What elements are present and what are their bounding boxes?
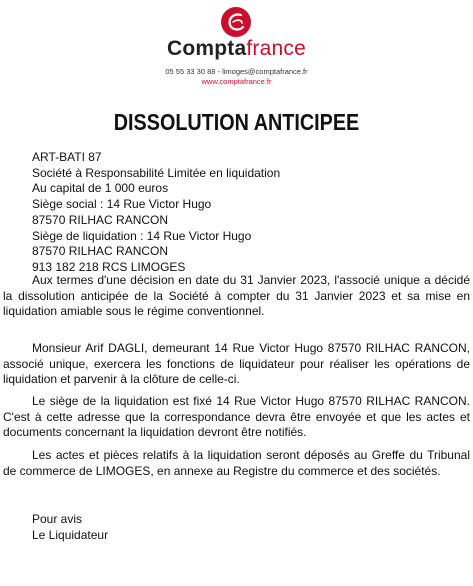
comptafrance-logo-icon bbox=[220, 6, 252, 38]
company-form: Société à Responsabilité Limitée en liquidation bbox=[32, 165, 281, 180]
paragraph-decision: Aux termes d'une décision en date du 31 Janvier 2023, l'associé unique a décidé la dissolution anticipée de la Société à compter du 31 Janvier 2023 et sa mise en liquidation amiable sous le régime conventionnel. bbox=[3, 273, 470, 319]
closing-signatory: Le Liquidateur bbox=[32, 527, 109, 542]
rcs-number: 913 182 218 RCS LIMOGES bbox=[32, 259, 186, 274]
liquidation-office: Siège de liquidation : 14 Rue Victor Hugo bbox=[32, 228, 252, 243]
paragraph-filing: Les actes et pièces relatifs à la liquidation seront déposés au Greffe du Tribunal de commerce de LIMOGES, en annexe au Registre du commerce et des sociétés. bbox=[3, 448, 470, 478]
liquidation-office-city: 87570 RILHAC RANCON bbox=[32, 244, 169, 259]
brand-name bbox=[0, 37, 473, 61]
contact-line: 05 55 33 30 88 - limoges@comptafrance.fr bbox=[165, 67, 308, 76]
company-details bbox=[32, 150, 280, 276]
website-link[interactable]: www.comptafrance.fr bbox=[201, 77, 272, 86]
brand-name-light: france bbox=[246, 37, 306, 60]
closing-for-notice: Pour avis bbox=[32, 512, 83, 526]
registered-office-city: 87570 RILHAC RANCON bbox=[32, 212, 169, 227]
signature-block bbox=[32, 512, 108, 543]
company-name: ART-BATI 87 bbox=[32, 150, 102, 164]
notice-title: DISSOLUTION ANTICIPEE bbox=[113, 109, 360, 135]
paragraph-liquidation-seat: Le siège de la liquidation est fixé 14 Rue Victor Hugo 87570 RILHAC RANCON. C'est à cette adresse que la correspondance devra être envoyée et que les actes et documents concernant la liquidation devront être notifiés. bbox=[3, 394, 470, 440]
company-capital: Au capital de 1 000 euros bbox=[32, 181, 169, 196]
brand-name-bold: Compta bbox=[167, 37, 247, 60]
paragraph-liquidator: Monsieur Arif DAGLI, demeurant 14 Rue Victor Hugo 87570 RILHAC RANCON, associé unique, exercera les fonctions de liquidateur pour réaliser les opérations de liquidation et parvenir à la clôture de celle-ci. bbox=[3, 341, 470, 387]
registered-office: Siège social : 14 Rue Victor Hugo bbox=[32, 197, 212, 212]
letterhead bbox=[0, 0, 473, 100]
